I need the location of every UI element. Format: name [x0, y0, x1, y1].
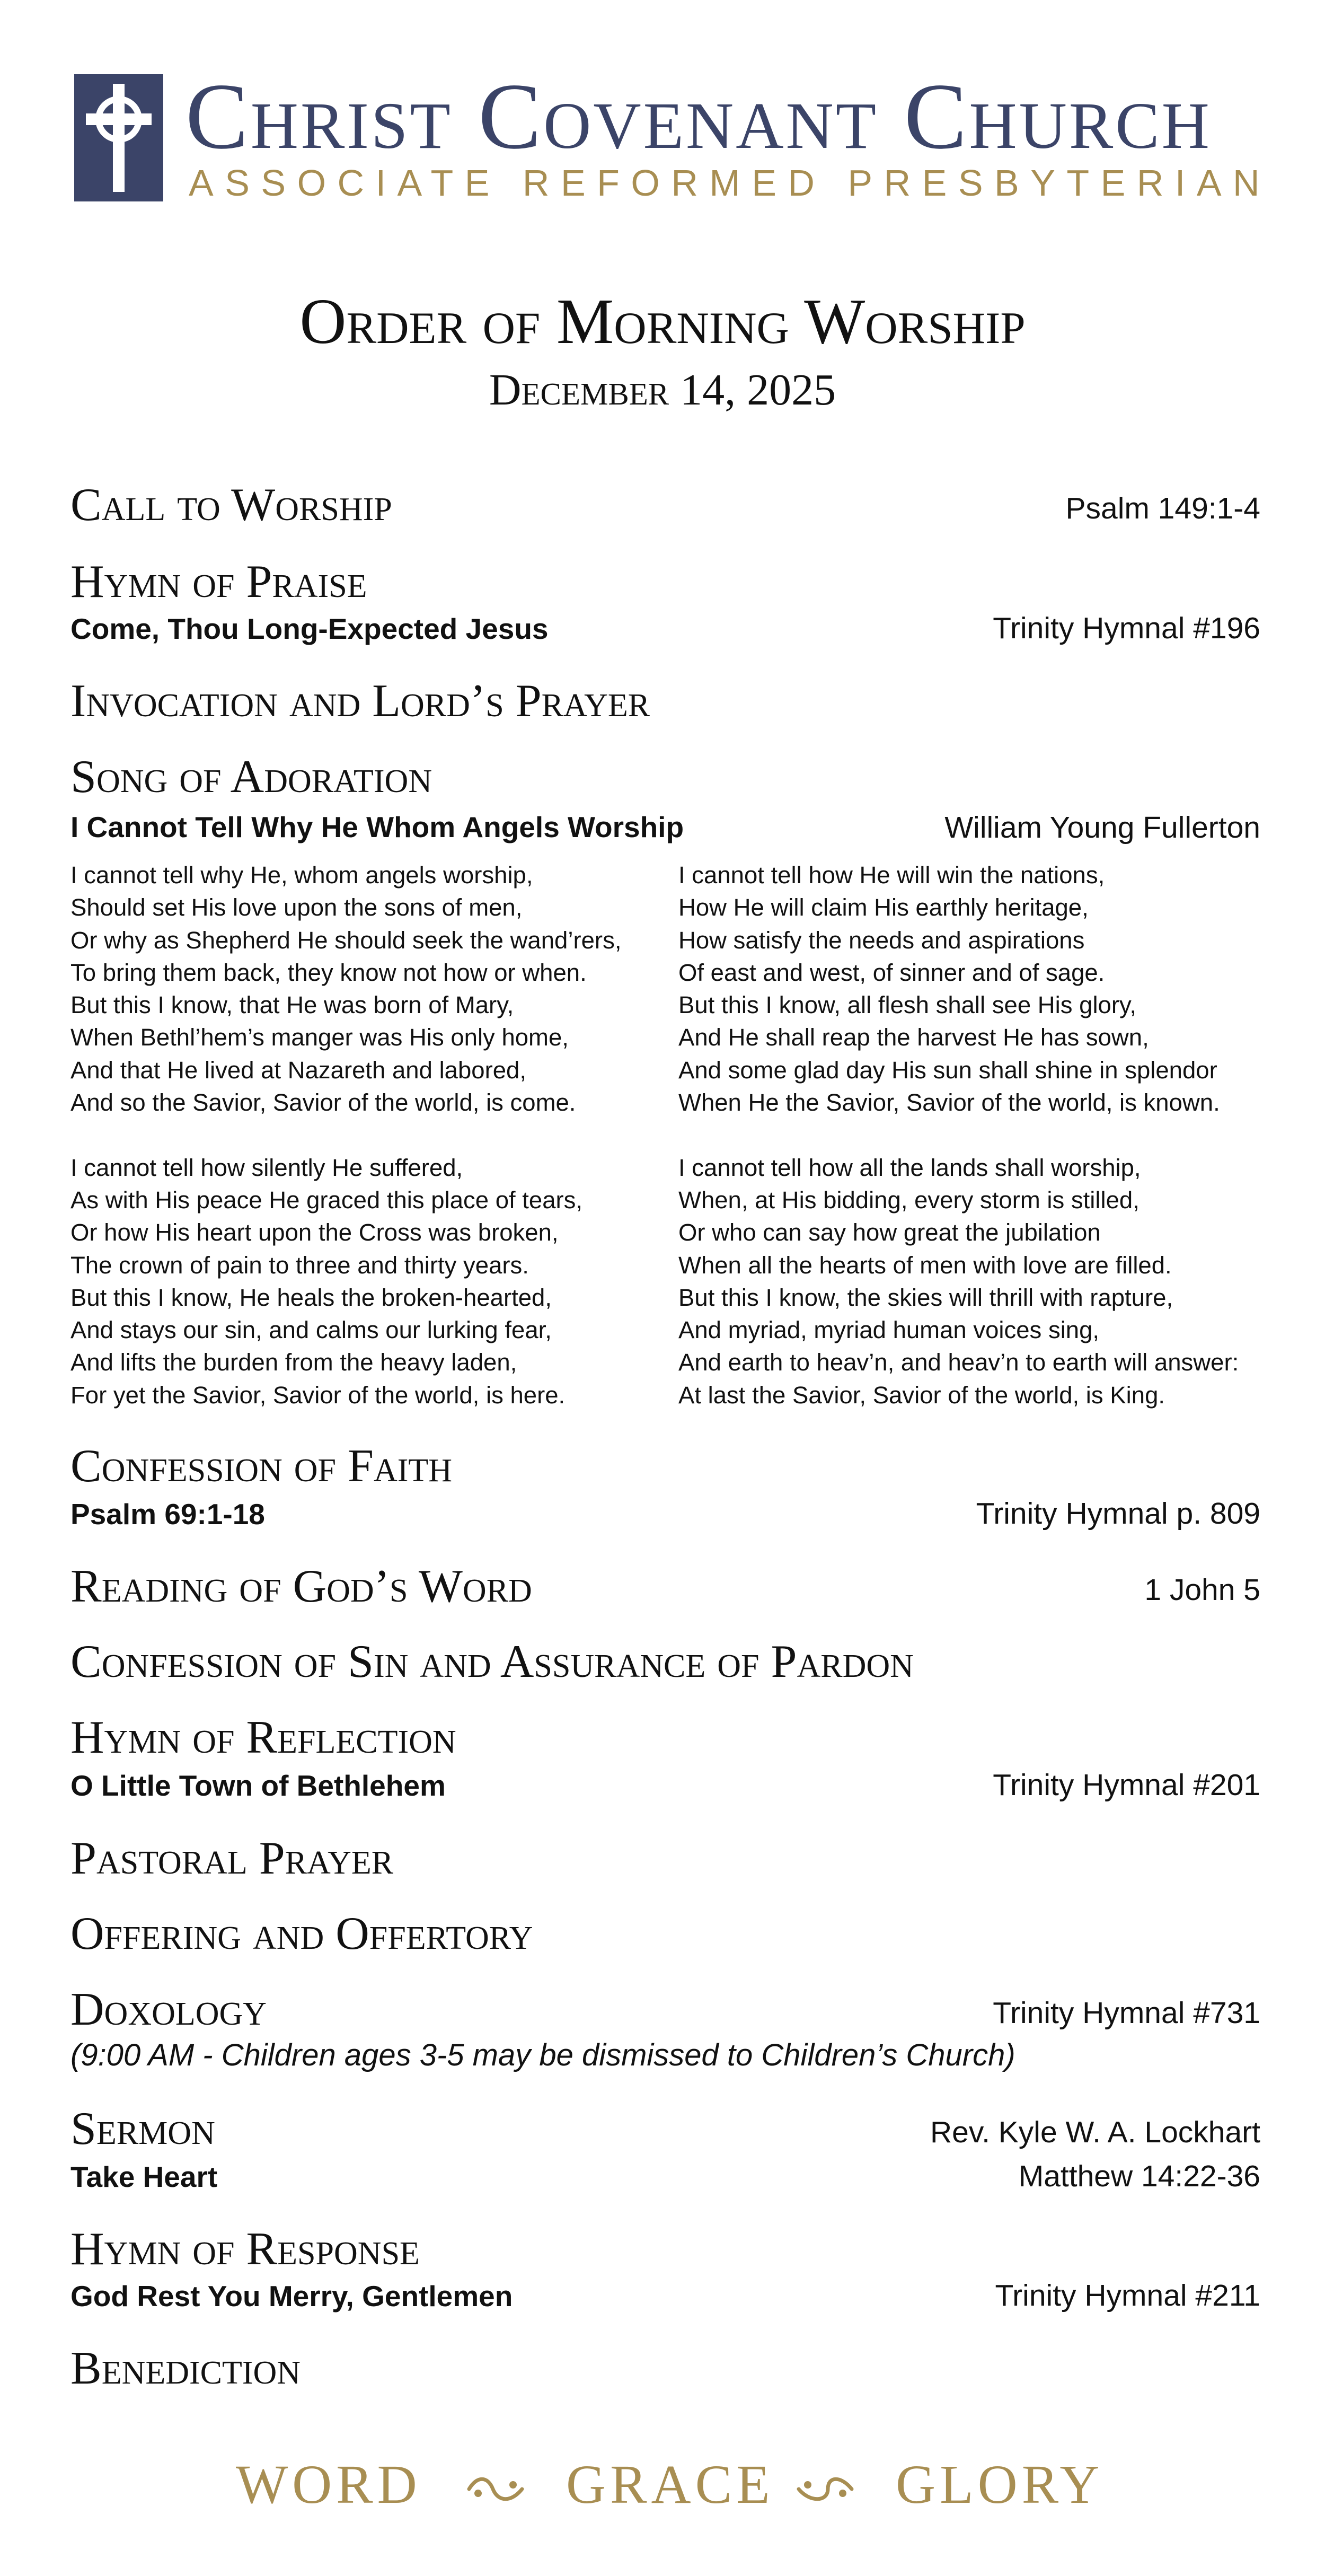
lyric-line: I cannot tell why He, whom angels worship,	[70, 861, 533, 889]
lyric-line: But this I know, all flesh shall see His glory,	[678, 991, 1137, 1019]
page-title: Order of Morning Worship	[299, 286, 1026, 357]
hymn-of-response-reference: Trinity Hymnal #211	[995, 2279, 1260, 2313]
lyric-line: And stays our sin, and calms our lurking fear,	[70, 1316, 552, 1344]
verse-1	[70, 859, 621, 1119]
footer-word-1: WORD	[236, 2454, 421, 2515]
hymn-of-response-title: God Rest You Merry, Gentlemen	[70, 2280, 513, 2313]
lyric-line: For yet the Savior, Savior of the world, is here.	[70, 1381, 566, 1409]
sermon-title: Take Heart	[70, 2160, 218, 2193]
lyric-line: Or why as Shepherd He should seek the wand’rers,	[70, 926, 622, 954]
lyric-line: Or who can say how great the jubilation	[678, 1219, 1101, 1246]
hymn-of-praise-title: Come, Thou Long-Expected Jesus	[70, 612, 549, 645]
hymn-of-praise-reference: Trinity Hymnal #196	[993, 611, 1260, 645]
flourish-icon	[466, 2473, 525, 2505]
lyrics-column-right	[678, 859, 1239, 1444]
lyric-line: But this I know, that He was born of Mary,	[70, 991, 514, 1019]
lyric-line: At last the Savior, Savior of the world, is King.	[678, 1381, 1165, 1409]
church-subtitle: ASSOCIATE REFORMED PRESBYTERIAN	[189, 162, 1271, 204]
lyric-line: And earth to heav’n, and heav’n to earth will answer:	[678, 1349, 1239, 1376]
hymn-of-reflection-heading: Hymn of Reflection	[70, 1712, 456, 1763]
church-name: Christ Covenant Church	[186, 64, 1212, 169]
lyric-line: When He the Savior, Savior of the world, is known.	[678, 1089, 1220, 1116]
verse-2	[70, 1151, 621, 1411]
lyric-line: How He will claim His earthly heritage,	[678, 894, 1089, 921]
lyric-line: When Bethl’hem’s manger was His only home,	[70, 1024, 569, 1051]
lyric-line: I cannot tell how silently He suffered,	[70, 1154, 463, 1181]
doxology-note: (9:00 AM - Children ages 3-5 may be dismissed to Children’s Church)	[70, 2038, 1015, 2072]
church-logo	[74, 74, 163, 201]
doxology-heading: Doxology	[70, 1984, 267, 2035]
lyric-line: And myriad, myriad human voices sing,	[678, 1316, 1100, 1344]
song-of-adoration-heading: Song of Adoration	[70, 751, 432, 803]
flourish-icon	[796, 2473, 854, 2505]
reading-heading: Reading of God’s Word	[70, 1561, 532, 1612]
service-date: December 14, 2025	[489, 365, 836, 415]
confession-of-faith-heading: Confession of Faith	[70, 1440, 453, 1492]
benediction-heading: Benediction	[70, 2343, 301, 2394]
call-to-worship-heading: Call to Worship	[70, 479, 392, 531]
sermon-preacher: Rev. Kyle W. A. Lockhart	[930, 2115, 1260, 2149]
lyric-line: I cannot tell how all the lands shall worship,	[678, 1154, 1141, 1181]
song-of-adoration-author: William Young Fullerton	[944, 811, 1260, 845]
song-of-adoration-title: I Cannot Tell Why He Whom Angels Worship	[70, 811, 684, 843]
lyric-line: How satisfy the needs and aspirations	[678, 926, 1085, 954]
lyric-line: And some glad day His sun shall shine in splendor	[678, 1056, 1217, 1084]
confession-of-faith-text: Psalm 69:1-18	[70, 1498, 265, 1531]
offering-heading: Offering and Offertory	[70, 1908, 533, 1959]
lyric-line: Or how His heart upon the Cross was broken,	[70, 1219, 559, 1246]
footer-word-2: GRACE	[566, 2454, 774, 2515]
pastoral-prayer-heading: Pastoral Prayer	[70, 1833, 394, 1884]
sermon-heading: Sermon	[70, 2103, 215, 2155]
footer-motto	[0, 2452, 1325, 2521]
lyric-line: And He shall reap the harvest He has sown,	[678, 1024, 1149, 1051]
confession-of-faith-reference: Trinity Hymnal p. 809	[976, 1497, 1260, 1531]
celtic-cross-icon	[74, 74, 163, 201]
hymn-of-reflection-reference: Trinity Hymnal #201	[993, 1768, 1260, 1802]
lyric-line: And so the Savior, Savior of the world, is come.	[70, 1089, 576, 1116]
invocation-heading: Invocation and Lord’s Prayer	[70, 675, 650, 727]
footer-word-3: GLORY	[896, 2454, 1104, 2515]
lyric-line: When all the hearts of men with love are filled.	[678, 1251, 1172, 1279]
lyric-line: As with His peace He graced this place of tears,	[70, 1186, 583, 1214]
reading-reference: 1 John 5	[1144, 1573, 1260, 1607]
verse-4	[678, 1151, 1239, 1411]
hymn-of-reflection-title: O Little Town of Bethlehem	[70, 1769, 446, 1802]
lyric-line: The crown of pain to three and thirty years.	[70, 1251, 529, 1279]
lyric-line: And lifts the burden from the heavy laden,	[70, 1349, 517, 1376]
lyric-line: When, at His bidding, every storm is stilled,	[678, 1186, 1140, 1214]
lyric-line: But this I know, He heals the broken-hearted,	[70, 1283, 552, 1311]
call-to-worship-reference: Psalm 149:1-4	[1065, 491, 1260, 525]
hymn-of-response-heading: Hymn of Response	[70, 2223, 420, 2275]
lyric-line: To bring them back, they know not how or when.	[70, 959, 587, 986]
confession-of-sin-heading: Confession of Sin and Assurance of Pardon	[70, 1636, 914, 1687]
sermon-reference: Matthew 14:22-36	[1018, 2159, 1260, 2193]
verse-3	[678, 859, 1239, 1119]
lyric-line: But this I know, the skies will thrill with rapture,	[678, 1283, 1173, 1311]
hymn-of-praise-heading: Hymn of Praise	[70, 556, 367, 608]
lyrics-column-left	[70, 859, 621, 1444]
doxology-reference: Trinity Hymnal #731	[993, 1996, 1260, 2030]
lyric-line: And that He lived at Nazareth and labored,	[70, 1056, 526, 1084]
lyric-line: Should set His love upon the sons of men,	[70, 894, 523, 921]
lyric-line: Of east and west, of sinner and of sage.	[678, 959, 1105, 986]
lyric-line: I cannot tell how He will win the nations,	[678, 861, 1105, 889]
